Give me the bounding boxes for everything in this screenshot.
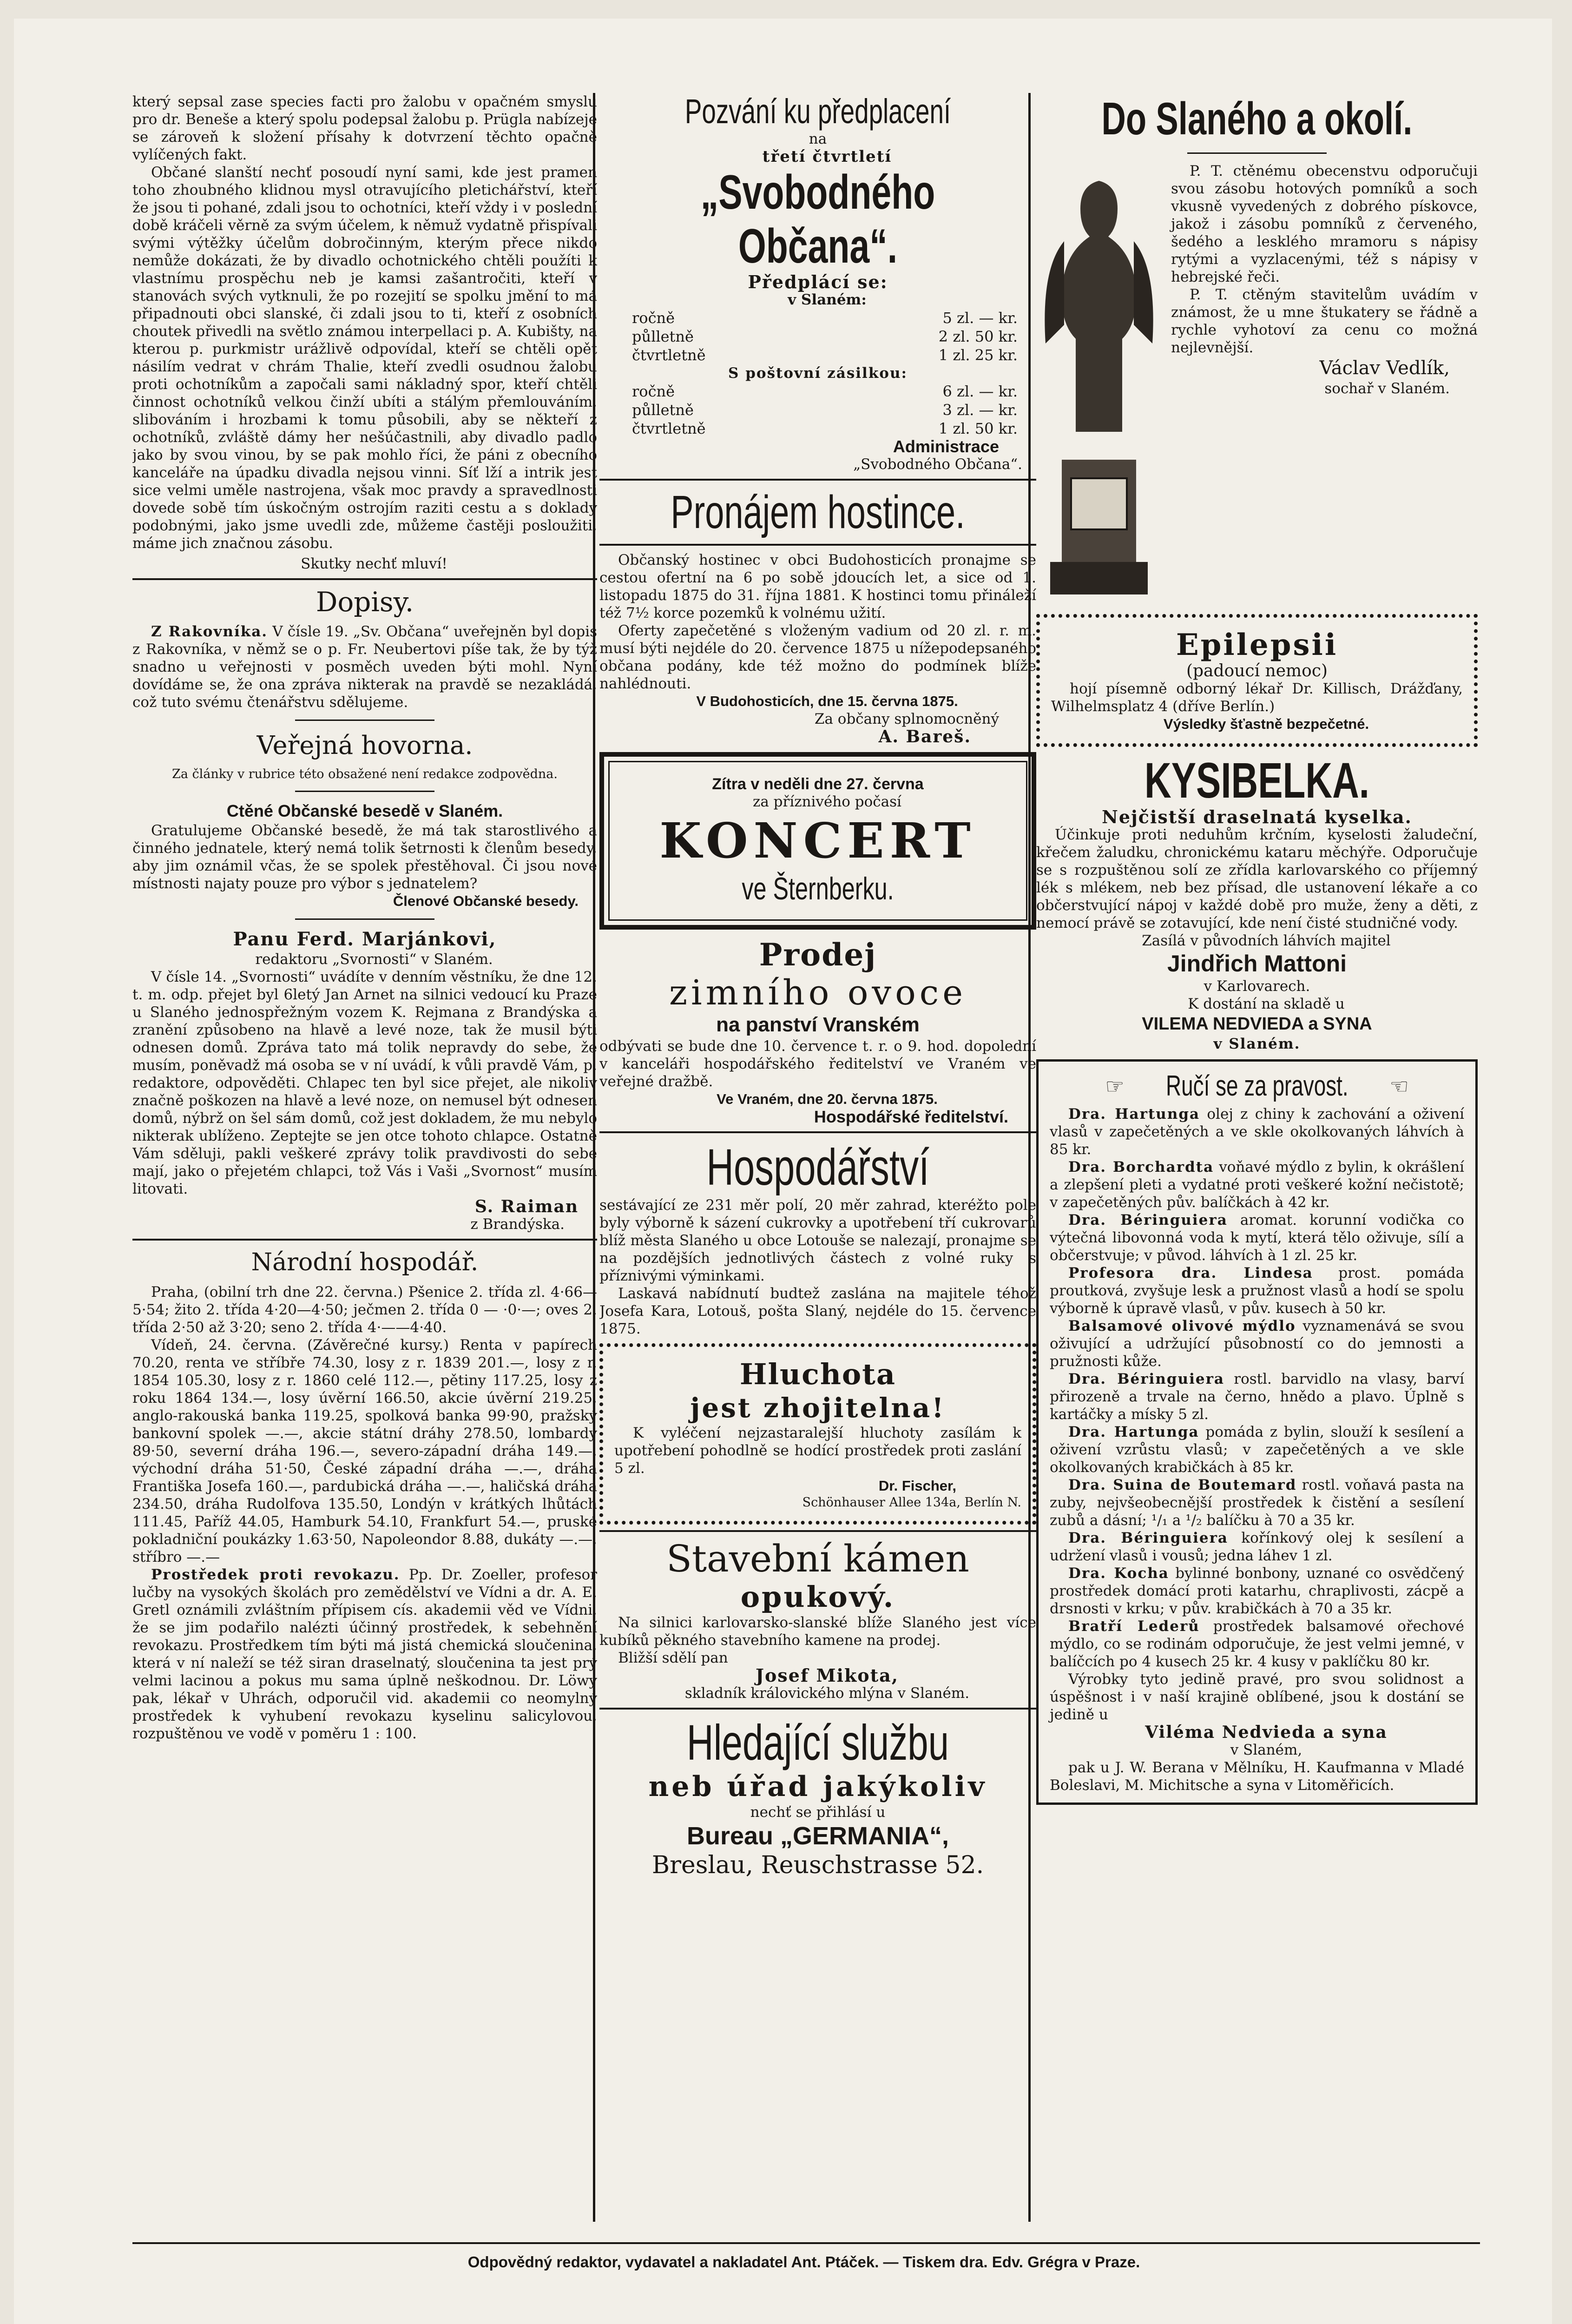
letter-signature: Členové Občanské besedy. xyxy=(393,893,579,909)
ad-subtitle: na panství Vranském xyxy=(716,1013,920,1036)
ad-title: Do Slaného a okolí. xyxy=(1101,93,1413,144)
footer-rule xyxy=(132,2242,1480,2244)
letter-signature: S. Raiman xyxy=(474,1197,579,1216)
letter-title: Ctěné Občanské besedě v Slaném. xyxy=(226,801,503,820)
ad-title: Hluchota xyxy=(739,1357,896,1391)
divider xyxy=(599,544,1036,546)
ad-text: K vyléčení nejzastaralejší hluchoty zasílám k upotřebení pohodlně se hodící prostředek proti zaslání 5 zl. xyxy=(614,1425,1021,1477)
article-text: Pp. Dr. Zoeller, profesor lučby na vysokých školách pro zemědělství ve Vídni a dr. A. E. Gretl oznámili zvláštním přípisem cís. akademii věd ve Vídni, že se jim podařilo nalézti účinný prostředek, k sebehnění revokazu. Prostředkem tím býti má jistá chemická sloučenina, která v ní naleží se též siran draselnatý, sloučenina ta jest prý velmi lacinou a pokus mu sama úplně neškodnou. Dr. Löwy pak, lékař v Uhrách, odporučil vid. akademii co neomylný prostředek k vyhubení revokazu kyselinu salicylovou, rozpuštěnou ve vodě v poměru 1 : 100. xyxy=(132,1566,597,1742)
price-row: půlletně 2 zl. 50 kr. xyxy=(632,328,1018,345)
ad-text: odbývati se bude dne 10. července t. r. o 9. hod. dopolední v kanceláři hospodářského ředitelství ve Vraném ve veřejné dražbě. xyxy=(599,1038,1036,1090)
ad-seller-place: v Slaném, xyxy=(1230,1742,1302,1758)
product-list xyxy=(1050,1105,1464,1670)
prices-postal xyxy=(599,382,1036,438)
ad-title: opukový. xyxy=(740,1580,895,1614)
price-row: čtvrtletně 1 zl. 50 kr. xyxy=(632,420,1018,437)
price-row: ročně 6 zl. — kr. xyxy=(632,383,1018,400)
ad-address: skladník královického mlýna v Slaném. xyxy=(684,1685,970,1702)
concert-weather: za příznivého počasí xyxy=(753,793,901,810)
pointing-hand-icon: ☜ xyxy=(1389,1074,1409,1099)
pointing-hand-icon: ☞ xyxy=(1105,1074,1125,1099)
column-left xyxy=(132,93,597,2226)
price-row: půlletně 3 zl. — kr. xyxy=(632,401,1018,419)
list-item: Profesora dra. Lindesa prost. pomáda proutková, zvyšuje lesk a pružnost vlasů a hodí se spolu výborně k úpravě vlasů, v pův. kusech à 50 kr. xyxy=(1050,1265,1464,1317)
ad-text: Občanský hostinec v obci Budohosticích pronajme se cestou ofertní na 6 po sobě jdoucích let, a sice od 1. listopadu 1875 do 31. října 1881. K hostinci tomu přináleží též 7½ korce pozemků k volnému užití. xyxy=(599,552,1036,621)
price-row: čtvrtletně 1 zl. 25 kr. xyxy=(632,346,1018,364)
ad-signature: Hospodářské ředitelství. xyxy=(814,1107,1008,1126)
list-item: Dra. Hartunga pomáda z bylin, slouží k sesílení a oživení vzrůstu vlasů; v zapečetěných a ve skle okolkovaných krabičkách à 85 kr. xyxy=(1050,1424,1464,1476)
ad-text: Laskavá nabídnutí budtež zaslána na majitele téhož Josefa Kara, Lotouš, pošta Slaný, nejdéle do 15. července 1875. xyxy=(599,1285,1036,1337)
article-intro: který sepsal zase species facti pro žalobu v opačném smyslu pro dr. Beneše a který spolu podepsal žalobu p. Prügla nabízeje se zároveň k složení přísahy k dotvrzení těchto opačně vylíčených fakt. xyxy=(132,93,597,163)
ad-title: Ručí se za pravost. xyxy=(1165,1070,1348,1102)
ad-vendor-place: v Karlovarech. xyxy=(1204,978,1310,995)
subscription-quarter: třetí čtvrtletí xyxy=(762,147,892,166)
ad-signature-name: A. Bareš. xyxy=(878,727,971,746)
ad-signature: Josef Mikota, xyxy=(755,1665,899,1686)
ad-text: sestávající ze 231 měr polí, 20 měr zahrad, kteréžto pole byly výborně k sázení cukrovky a upotřebení tří cukrovarů blíž města Slaného u obce Lotouše se nalezají, pronajme se na pozdějších jednotlivých částech z volné ruky s příznivými výminkami. xyxy=(599,1197,1036,1284)
divider xyxy=(1187,152,1327,154)
concert-date: Zítra v neděli dne 27. června xyxy=(712,775,924,793)
ad-text: P. T. ctěnému obecenstvu odporučuji svou zásobu hotových pomníků a soch vkusně vyvedených z dobrého pískovce, jakož i zásobu pomníků z červeného, šedého a lesklého mramoru s nápisy rytými a vyzlacenými, též s nápisy v hebrejské řeči. xyxy=(1171,163,1478,285)
sculptor-ad xyxy=(1036,162,1478,608)
divider xyxy=(132,1239,597,1241)
ad-address: Breslau, Reuschstrasse 52. xyxy=(651,1851,984,1879)
concert-place: ve Šternberku. xyxy=(742,871,894,906)
ad-text: Účinkuje proti neduhům krčním, kyselosti žaludeční, křečem žaludku, chronickému kataru měchýře. Odporučuje se s rozpuštěnou solí ze zřídla karlovarského co příjemný lék s mlékem, neb bez přísad, dle ustanovení lékaře a co občerstvující nápoj v každé době pro muže, ženy a děti, z nemocí právě se zotavující, kde není čisté studničné vody. xyxy=(1036,826,1478,931)
ad-signature-place: sochař v Slaném. xyxy=(1324,380,1450,397)
epilepsy-ad xyxy=(1036,614,1478,747)
divider xyxy=(599,479,1036,481)
disclaimer: Za články v rubrice této obsažené není redakce zodpovědna. xyxy=(172,767,558,781)
ad-text: P. T. ctěným stavitelům uvádím v známost, že u mne štukatery se řádně a rychle vyhotoví za cenu co možná nejlevnější. xyxy=(1171,286,1478,356)
ad-seller: VILEMA NEDVIEDA a SYNA xyxy=(1142,1014,1372,1034)
angel-monument-image xyxy=(1036,162,1162,608)
letter-text: V čísle 14. „Svornosti“ uvádíte v denním věstníku, že dne 12. t. m. odp. přejet byl 6letý Jan Arnet na silnici vedoucí ku Praze u Slaného jednospřežným vozem K. Rejmana z Brandýska a zranění způsobeno na hlavě a levé noze, tak že musil býti odnesen domů. Zpráva tato má tolik nepravdy do sebe, že musím, poněvadž má osoba se v ní uvádí, k vůli pravdě Vám, p. redaktore, odpověděti. Chlapec ten byl sice přejet, ale nikoliv značně poškozen na hlavě a levé noze, on nemusel být odnesen domů, nýbrž on šel sám domů, což jest dokladem, že mu nebylo nikterak ublíženo. Zeptejte se jen otce tohoto chlapce. Ostatně Vám sděluji, pakli veškeré zprávy tolik pravdivosti do sebe mají, jako o přejetém chlapci, tož Vás i Vaši „Svornost“ musím litovati. xyxy=(132,969,597,1197)
prices-local xyxy=(599,309,1036,364)
price-row: ročně 5 zl. — kr. xyxy=(632,309,1018,327)
imprint-footer: Odpovědný redaktor, vydavatel a nakladatel Ant. Ptáček. — Tiskem dra. Edv. Grégra v Praze. xyxy=(467,2253,1140,2271)
divider xyxy=(599,1708,1036,1710)
section-title: Dopisy. xyxy=(316,586,414,618)
prices-local-heading: v Slaném: xyxy=(788,291,867,308)
letter-text: Gratulujeme Občanské besedě, že má tak starostlivého a činného jednatele, který nemá tolik šetrnosti k členům besedy, aby jim oznámil včas, že se spolek přestěhoval. Či jsou nové místnosti najaty pouze pro výbor s jednatelem? xyxy=(132,822,597,892)
ad-title: jest zhojitelna! xyxy=(690,1392,946,1424)
ad-text: Bližší sdělí pan xyxy=(618,1650,728,1666)
letter-subtitle: redaktoru „Svornosti“ v Slaném. xyxy=(255,951,493,968)
market-viden: Vídeň, 24. června. (Závěrečné kursy.) Renta v papírech 70.20, renta ve stříbře 74.30, losy z r. 1839 201.—, losy z r. 1854 105.30, losy z r. 1860 celé 112.—, pětiny 117.25, losy z roku 1864 134.—, losy úvěrní 166.50, akcie úvěrní 219.25, anglo-rakouská banka 119.25, spolková banka 99·90, pražský bankovní spolek —.—, akcie státní dráhy 278.50, lombardy 89·50, severní dráha 196.—, severo-západní dráha 149.—, východní dráha 51·50, České západní dráha —.—, dráha Františka Josefa 160.—, pardubická dráha —.—, haličská dráha 234.50, dráha Rudolfova 135.50, Londýn v krátkých lhůtách 111.45, Paříž 44.05, Hamburk 54.10, Frankfurt 54.—, pruské pokladniční poukázky 1.63·50, Napoleondor 8.88, dukáty —.—, stříbro —.— xyxy=(132,1337,597,1565)
ad-text: K dostání na skladě u xyxy=(1188,996,1345,1012)
newspaper-name: „Svobodného Občana“. xyxy=(700,165,935,273)
ad-text: Zasílá v původních láhvích majitel xyxy=(1142,932,1391,949)
divider xyxy=(599,1530,1036,1532)
ad-title: neb úřad jakýkoliv xyxy=(648,1770,987,1803)
ad-subtitle: (padoucí nemoc) xyxy=(1186,661,1328,680)
ad-title: Prodej xyxy=(759,937,877,973)
ad-date: Ve Vraném, dne 20. června 1875. xyxy=(717,1091,938,1107)
divider xyxy=(599,1131,1036,1133)
list-item: Dra. Borchardta voňavé mýdlo z bylin, k okrášlení a zlepšení pleti a vydatné proti veškeré kožní nečistotě; v zapečetěných pův. balíčkách à 42 kr. xyxy=(1050,1159,1464,1211)
ad-title: KYSIBELKA. xyxy=(1144,752,1370,808)
article-heading: Prostředek proti revokazu. xyxy=(151,1566,400,1583)
divider xyxy=(295,720,434,721)
divider xyxy=(132,578,597,580)
market-praha: Praha, (obilní trh dne 22. června.) Pšenice 2. třída zl. 4·66—5·54; žito 2. třída 4·20—4·50; ječmen 2. třída 0 — ·0·—; oves 2. třída 2·50 až 3·20; seno 2. třída 4·——4·40. xyxy=(132,1284,597,1336)
list-item: Dra. Béringuiera rostl. barvidlo na vlasy, barví přirozeně a trvale na černo, hnědo a plavo. Úplně s kartáčky a mísky 5 zl. xyxy=(1050,1371,1464,1423)
concert-ad xyxy=(599,752,1036,930)
list-item: Dra. Béringuiera kořínkový olej k sesílení a udržení vlasů i vousů; jedna láhev 1 zl. xyxy=(1050,1530,1465,1564)
section-title: Veřejná hovorna. xyxy=(257,731,473,760)
column-middle xyxy=(599,93,1036,2226)
list-item: Bratří Lederů prostředek balsamové ořechové mýdlo, co se rodinám odporučuje, že jest velmi jemné, v balíčcích po 4 kusech 25 kr. 4 kusy v paklíčku 80 kr. xyxy=(1050,1618,1464,1670)
list-item: Dra. Béringuiera aromat. korunní vodička co výtečná libovonná voda k mytí, která tělo oživuje, sílí a občerstvuje; v původ. láhvích à 1 zl. 25 kr. xyxy=(1050,1212,1464,1264)
divider xyxy=(295,918,434,920)
ad-title: Stavební kámen xyxy=(666,1537,969,1580)
section-title: Národní hospodář. xyxy=(251,1248,479,1276)
ad-text: Oferty zapečetěné s vloženým vadium od 20 zl. r. m. musí býti nejdéle do 20. července 1875 u nížepodepsaného občana podány, kde též možno do podmínek blíže nahlédnouti. xyxy=(599,622,1036,692)
column-right xyxy=(1036,93,1478,2226)
ad-text: Výrobky tyto jedině pravé, pro svou solidnost a úspěšnost i v naší krajině oblíbené, jsou k dostání se jedině u xyxy=(1050,1671,1464,1723)
prices-postal-heading: S poštovní zásilkou: xyxy=(728,365,908,382)
ad-signature: Václav Vedlík, xyxy=(1319,357,1450,379)
list-item: Dra. Hartunga olej z chiny k zachování a oživení vlasů v zapečetěných a ve skle okolkovaných láhvích à 85 kr. xyxy=(1050,1106,1464,1158)
dopis-place: Z Rakovníka. xyxy=(151,623,268,640)
administration: Administrace xyxy=(893,437,999,456)
ad-date: V Budohosticích, dne 15. června 1875. xyxy=(696,693,958,709)
concert-title: KONCERT xyxy=(659,812,976,869)
dopis-text: V čísle 19. „Sv. Občana“ uveřejněn byl dopis z Rakovníka, v němž se o p. Fr. Neubertovi píše tak, že by týž snadno u veřejnosti v posměch uveden býti mohl. Nyní dovídáme se, že ona zpráva nikterak na pravdě se nezakládá, což tuto svému čtenářstvu sdělujeme. xyxy=(132,623,597,711)
ad-seller: Viléma Nedvieda a syna xyxy=(1145,1723,1388,1742)
subscription-title: Pozvání ku předplacení xyxy=(684,93,951,131)
ad-subtitle: Nejčistší draselnatá kyselka. xyxy=(1102,806,1412,827)
prices-heading: Předplácí se: xyxy=(748,271,888,292)
list-item: Dra. Suina de Boutemard rostl. voňavá pasta na zuby, nejvšeobecnější prostředek k čistění a sesílení zubů a dásní; ¹/₁ a ¹/₂ balíčku à 70 a 35 kr. xyxy=(1050,1477,1465,1529)
list-item: Balsamové olivové mýdlo vyznamenává se svou oživující a udržující působností co do jemnosti a pružnosti kůže. xyxy=(1050,1318,1464,1370)
letter-title: Panu Ferd. Marjánkovi, xyxy=(233,928,497,950)
list-item: Dra. Kocha bylinné bonbony, uznané co osvědčený prostředek domácí proti katarhu, chraplivosti, zácpě a drsnosti v krku; v pův. krabičkách à 70 a 35 kr. xyxy=(1050,1565,1464,1617)
cosmetics-ad xyxy=(1036,1059,1478,1805)
letter-signature-place: z Brandýska. xyxy=(470,1216,565,1233)
article-paragraph: Občané slanští nechť posoudí nyní sami, kde jest pramen toho zhoubného klidnou mysl otravujícího pletichářství, kteří že jsou ti pohané, zdali jsou to ochotníci, kteří vždy i v poslední době kráčeli věrně za svým účelem, k němuž vydatně přispívali svými výtěžky účelům dobročinným, kterým přece nikdo nemůže dokázati, že by divadlo ochotnického chtěli použíti k vlastnímu prospěchu neb je kamsi zašantročiti, kteří v stanovách svých vytknuli, že po rozejití se spolku jmění to má připadnouti obci slanské, či zdali jsou to ti, kteří z osobních choutek přivedli na světlo známou interpellaci p. A. Kubišty, na kterou p. purkmistr urážlivě odpovídal, kteří se chtěli opět násilím vedrat v chrám Thalie, kteří zvedli osudnou žalobu proti ochotníkům a započali sami nákladný spor, kteří chtěli činnost ochotníků velkou činží ubíti a stálým přemlouváním, slibováním i hrozbami k tomu působili, aby se někteří z ochotníků, zvláště dámy her nešúčastnili, aby divadlo padlo jako by svou vinou, by se pak mohlo říci, že páni z obecního kanceláře na úpadku divadla nejsou vinni. Síť lží a intrik jest sice velmi uměle nastrojena, však moc pravdy a spravedlnosti dovede sobě tím úskočným ostrojím raziti cestu a s doklady podobnými, jako jsme uvedli zde, můžeme častěji posloužiti, máme jich značnou zásobu. xyxy=(132,164,597,552)
ad-text: Na silnici karlovarsko-slanské blíže Slaného jest více kubíků pěkného stavebního kamene na prodej. xyxy=(599,1614,1036,1649)
ad-title: Hospodářství xyxy=(706,1139,929,1196)
article-closing: Skutky nechť mluví! xyxy=(301,555,447,572)
administration-name: „Svobodného Občana“. xyxy=(853,456,1022,473)
subscription-na: na xyxy=(809,131,827,147)
ad-result: Výsledky šťastně bezpečetné. xyxy=(1163,716,1369,732)
ad-vendor: Jindřich Mattoni xyxy=(1167,951,1347,977)
ad-bureau: Bureau „GERMANIA“, xyxy=(686,1822,949,1850)
ad-signature: Dr. Fischer, xyxy=(878,1478,956,1494)
ad-title: Epilepsii xyxy=(1176,627,1338,662)
ad-title: Pronájem hostince. xyxy=(671,486,965,538)
ad-other-sellers: pak u J. W. Berana v Mělníku, H. Kaufmanna v Mladé Boleslavi, M. Michitsche a syna v Litoměřicích. xyxy=(1050,1759,1464,1794)
ad-title: zimního ovoce xyxy=(669,973,967,1013)
ad-text: nechť se přihlásí u xyxy=(750,1804,886,1821)
hearing-ad xyxy=(599,1343,1036,1525)
divider xyxy=(295,791,434,792)
ad-seller-place: v Slaném. xyxy=(1213,1036,1301,1052)
ad-address: Schönhauser Allee 134a, Berlín N. xyxy=(802,1495,1021,1510)
ad-signature: Za občany splnomocněný xyxy=(814,711,999,727)
ad-text: hojí písemně odborný lékař Dr. Killisch, Drážďany, Wilhelmsplatz 4 (dříve Berlín.) xyxy=(1051,680,1463,715)
ad-title: Hledající službu xyxy=(686,1714,949,1770)
